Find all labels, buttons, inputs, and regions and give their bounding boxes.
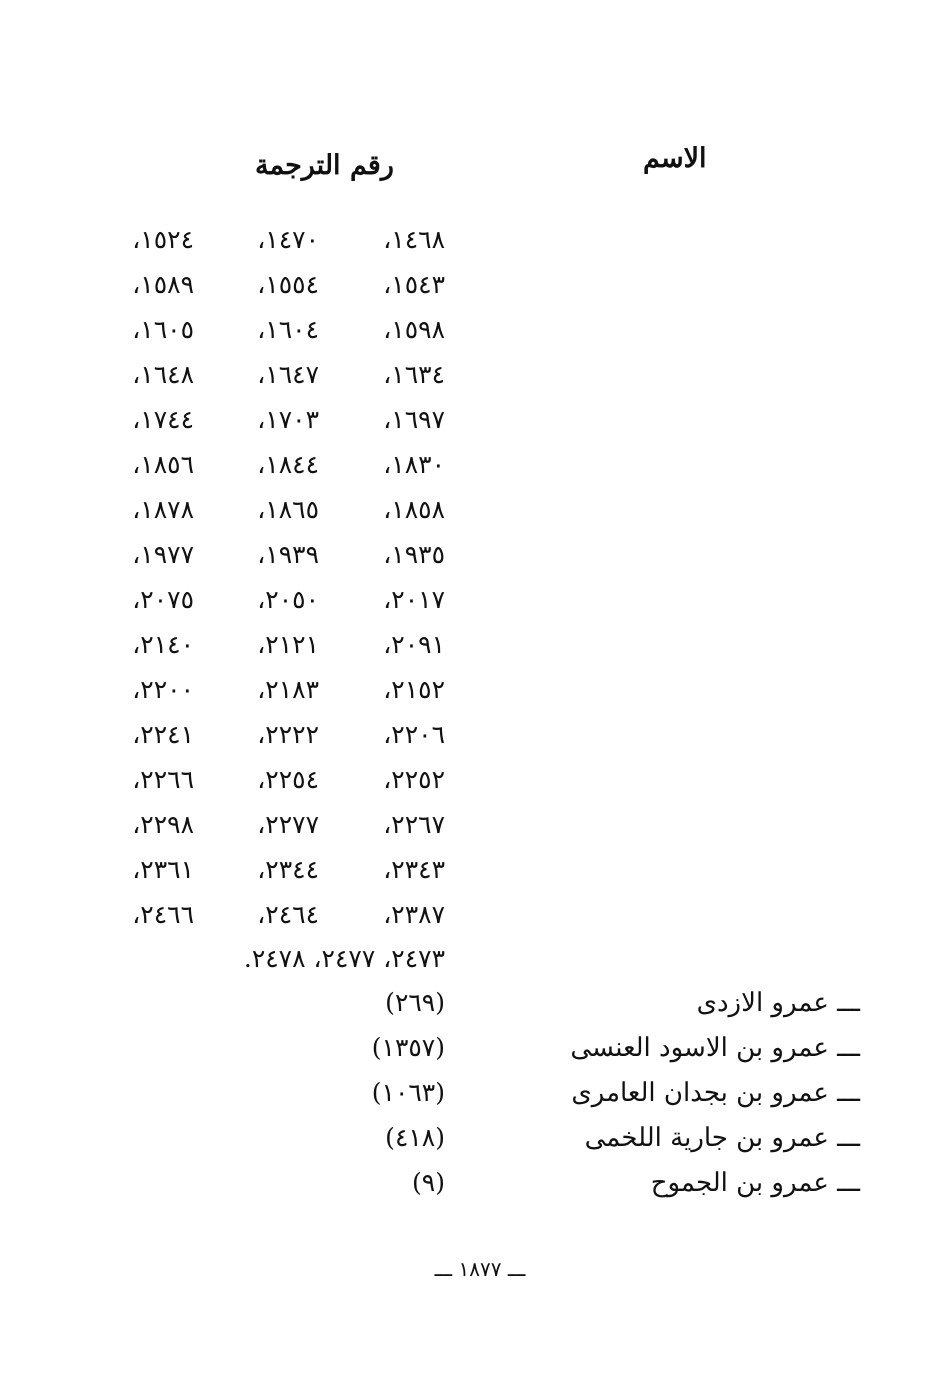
entry-number: ٢١٢١، — [257, 630, 319, 659]
entry-number: ٢٢٦٦، — [132, 765, 194, 794]
entry-number: ٢٢٤١، — [132, 720, 194, 749]
entry-number: ١٦٤٨، — [132, 360, 194, 389]
numbers-row — [100, 807, 445, 852]
entry-number: ١٩٣٥، — [383, 540, 445, 569]
entry-number: ١٦٠٥، — [132, 315, 194, 344]
numbers-row — [100, 492, 445, 537]
entry-number: ٢٠٥٠، — [257, 585, 319, 614]
numbers-row — [100, 717, 445, 762]
index-entry-number: (١٠٦٣) — [371, 1078, 445, 1107]
entry-number: ١٨٥٦، — [132, 450, 194, 479]
entry-number: ١٨٦٥، — [257, 495, 319, 524]
index-entry-name: ـــ عمرو بن بجدان العامرى — [571, 1078, 860, 1108]
numbers-row — [100, 762, 445, 807]
numbers-row — [100, 447, 445, 492]
numbers-row — [100, 672, 445, 717]
entry-number: ١٩٧٧، — [132, 540, 194, 569]
index-entry-number: (٢٦٩) — [385, 988, 445, 1017]
numbers-row — [100, 267, 445, 312]
entry-number: ١٥٢٤، — [132, 225, 194, 254]
entry-number: ١٥٨٩، — [132, 270, 194, 299]
entry-number: ٢٢٥٢، — [383, 765, 445, 794]
page-number: ـــ ١٨٧٧ ـــ — [434, 1257, 526, 1281]
entry-number: ٢٢٠٠، — [132, 675, 194, 704]
entry-number: ٢٢٠٦، — [383, 720, 445, 749]
column-header-name: الاسم — [643, 143, 707, 174]
entry-number: ١٨٤٤، — [257, 450, 319, 479]
index-entry-name: ـــ عمرو الازدى — [696, 988, 860, 1018]
entry-numbers-grid — [100, 222, 445, 942]
entry-number: ١٤٦٨، — [383, 225, 445, 254]
entry-number: ٢١٨٣، — [257, 675, 319, 704]
entry-number: ١٨٧٨، — [132, 495, 194, 524]
entry-number: ٢٠٧٥، — [132, 585, 194, 614]
entry-number: ٢٢٦٧، — [383, 810, 445, 839]
entry-number: ٢٢٢٢، — [257, 720, 319, 749]
entry-number: ١٦٣٤، — [383, 360, 445, 389]
index-entry-name: ـــ عمرو بن الاسود العنسى — [570, 1033, 860, 1063]
entry-number: ٢٣٨٧، — [383, 900, 445, 929]
entry-number: ٢٠٩١، — [383, 630, 445, 659]
numbers-row — [100, 897, 445, 942]
entry-number: ١٨٥٨، — [383, 495, 445, 524]
entry-number: ٢٤٦٦، — [132, 900, 194, 929]
entry-number: ٢٢٧٧، — [257, 810, 319, 839]
entry-number: ٢١٤٠، — [132, 630, 194, 659]
entry-number: ٢٢٥٤، — [257, 765, 319, 794]
entry-number: ٢١٥٢، — [383, 675, 445, 704]
numbers-final-line: ٢٤٧٣، ٢٤٧٧، ٢٤٧٨. — [243, 944, 445, 973]
index-entry-number: (٩) — [412, 1168, 445, 1197]
entry-number: ١٦٠٤، — [257, 315, 319, 344]
entry-number: ٢٤٦٤، — [257, 900, 319, 929]
entry-number: ١٥٤٣، — [383, 270, 445, 299]
numbers-row — [100, 222, 445, 267]
numbers-row — [100, 357, 445, 402]
numbers-row — [100, 312, 445, 357]
entry-number: ١٤٧٠، — [257, 225, 319, 254]
entry-number: ١٩٣٩، — [257, 540, 319, 569]
entry-number: ١٦٤٧، — [257, 360, 319, 389]
numbers-row — [100, 402, 445, 447]
numbers-row — [100, 537, 445, 582]
entry-number: ١٧٠٣، — [257, 405, 319, 434]
entry-number: ١٥٩٨، — [383, 315, 445, 344]
entry-number: ١٦٩٧، — [383, 405, 445, 434]
entry-number: ١٨٣٠، — [383, 450, 445, 479]
numbers-row — [100, 582, 445, 627]
index-entry-name: ـــ عمرو بن جارية اللخمى — [584, 1123, 860, 1153]
entry-number: ٢٢٩٨، — [132, 810, 194, 839]
entry-number: ٢٣٦١، — [132, 855, 194, 884]
index-entry-number: (٤١٨) — [385, 1123, 445, 1152]
index-entry-name: ـــ عمرو بن الجموح — [650, 1168, 860, 1198]
entry-number: ٢٣٤٣، — [383, 855, 445, 884]
entry-number: ٢٠١٧، — [383, 585, 445, 614]
numbers-row — [100, 852, 445, 897]
index-entry-number: (١٣٥٧) — [371, 1033, 445, 1062]
column-header-entry-number: رقم الترجمة — [255, 150, 394, 181]
entry-number: ١٥٥٤، — [257, 270, 319, 299]
entry-number: ٢٣٤٤، — [257, 855, 319, 884]
numbers-row — [100, 627, 445, 672]
entry-number: ١٧٤٤، — [132, 405, 194, 434]
